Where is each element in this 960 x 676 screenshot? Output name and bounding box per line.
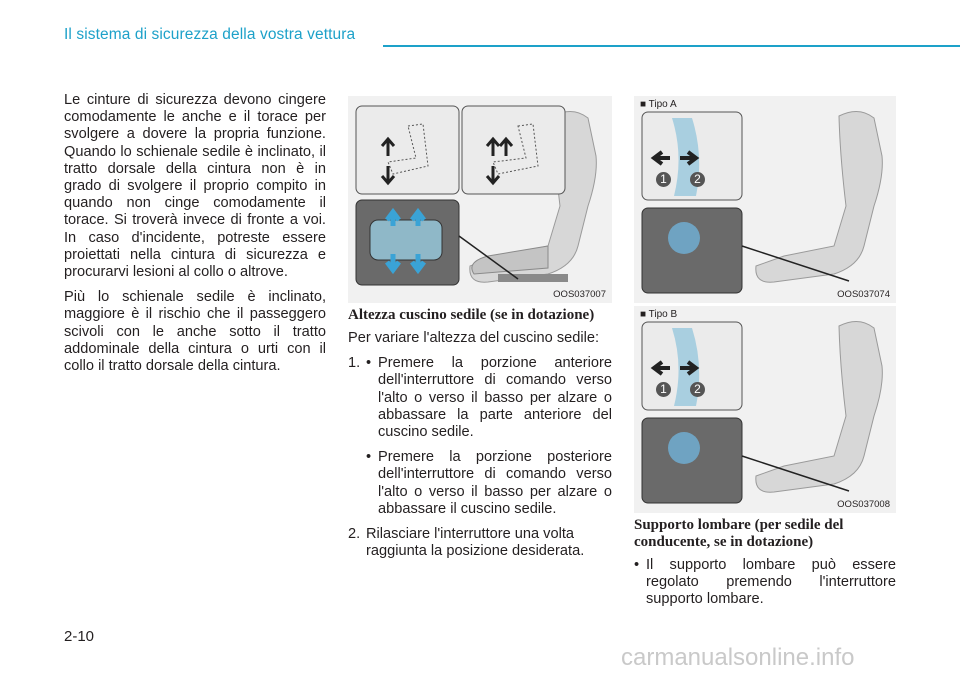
paragraph-1: Le cinture di sicurezza devono cingere comodamente le anche e il torace per svolgere a dovere la propria funzione. Quando lo schienale sedile è inclinato, il tratto dorsale della cintura non è in grado di svolgere il proprio compito in quando non cinge comodamente il torace. Si troverà invece di fronte a voi. In caso d'incidente, potreste essere proiettati nella cintura di sicurezza e procurarvi lesioni al collo o altrove.: [64, 92, 326, 281]
marker-1: 1: [656, 172, 671, 187]
marker-2: 2: [690, 172, 705, 187]
list-item: • Premere la porzione anteriore dell'interruttore di comando verso l'alto o verso il basso per alzare o abbassare la parte anteriore del cuscino sedile.: [366, 355, 612, 441]
section-heading: Supporto lombare (per sedile del conducente, se in dotazione): [634, 517, 844, 550]
lumbar-a-illustration: [634, 96, 896, 303]
column-3: [634, 517, 896, 613]
watermark: carmanualsonline.info: [621, 644, 855, 671]
step-number: 1.: [348, 355, 361, 372]
list-item: • Premere la porzione posteriore dell'interruttore di comando verso l'alto o verso il basso per alzare o abbassare il cuscino sedile.: [366, 449, 612, 517]
section-title: Il sistema di sicurezza della vostra vettura: [64, 26, 356, 43]
intro-text: Per variare l'altezza del cuscino sedile:: [348, 330, 600, 346]
marker-2: 2: [690, 382, 705, 397]
figure-type-label: ■ Tipo B: [640, 309, 678, 320]
figure-code: OOS037074: [837, 289, 890, 300]
step-2: 2. Rilasciare l'interruttore una volta raggiunta la posizione desiderata.: [348, 526, 585, 560]
list-item: • Il supporto lombare può essere regolato premendo l'interruttore supporto lombare.: [634, 557, 896, 608]
header-rule: [383, 45, 960, 47]
figure-type-label: ■ Tipo A: [640, 99, 677, 110]
column-2: [348, 307, 612, 564]
paragraph-2: Più lo schienale sedile è inclinato, maggiore è il rischio che il passeggero scivoli con le anche sotto il tratto addominale della cintura o urti con il collo il tratto dorsale della cintura.: [64, 289, 326, 375]
lumbar-type-b-figure: [634, 306, 896, 513]
step-number: 2.: [348, 526, 361, 543]
lumbar-type-a-figure: [634, 96, 896, 303]
marker-1: 1: [656, 382, 671, 397]
figure-code: OOS037008: [837, 499, 890, 510]
seat-height-illustration: [348, 96, 612, 303]
seat-height-figure: [348, 96, 612, 303]
bullet-icon: •: [366, 449, 372, 466]
figure-code: OOS037007: [553, 289, 606, 300]
bullet-icon: •: [366, 355, 372, 372]
lumbar-b-illustration: [634, 306, 896, 513]
column-1: [64, 92, 326, 383]
step-1b: [348, 449, 612, 522]
page-number: 2-10: [64, 628, 95, 645]
step-1: [348, 355, 612, 445]
section-heading: Altezza cuscino sedile (se in dotazione): [348, 307, 595, 323]
bullet-icon: •: [634, 557, 640, 573]
